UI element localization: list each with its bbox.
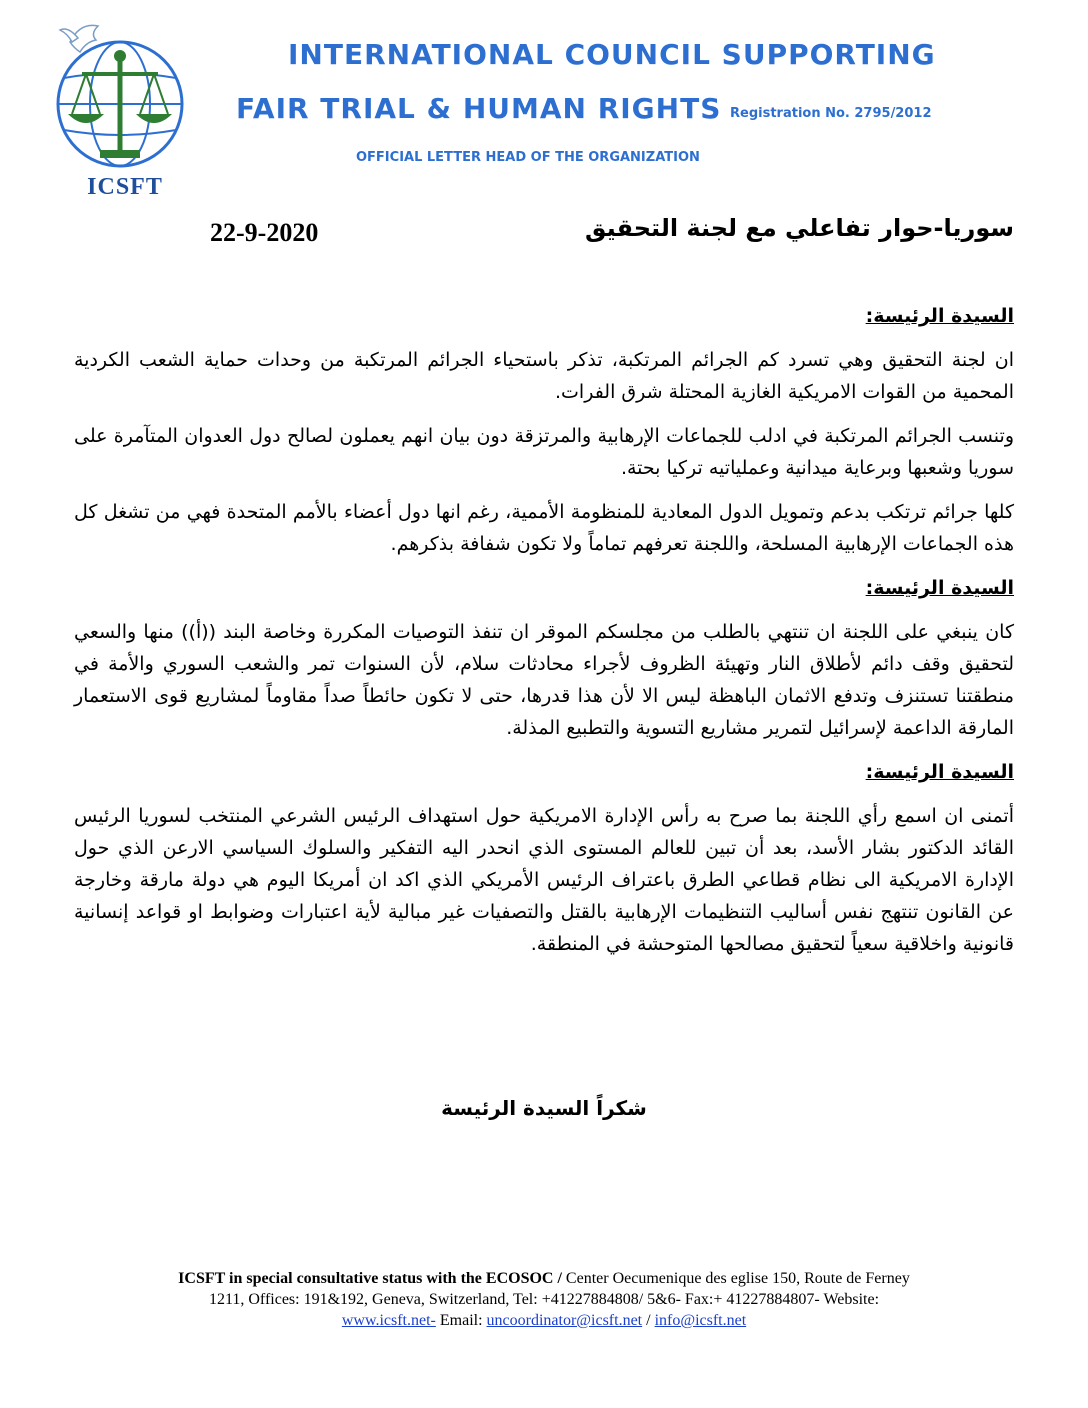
email-separator: / (642, 1312, 655, 1329)
footer (40, 1268, 1048, 1331)
salutation: السيدة الرئيسة: (865, 305, 1014, 327)
paragraph: كان ينبغي على اللجنة ان تنتهي بالطلب من مجلسكم الموقر ان تنفذ التوصيات المكررة وخاصة البند ((أ)) منها والسعي لتحقيق وقف دائم لأطلاق النار وتهيئة الظروف لأجراء محادثات سلام، لأن السنوات تمر والشعب السوري والأمة في منطقتنا تستنزف وتدفع الاثمان الباهظة ليس الا لأن هذا قدرها، حتى لا تكون حائطاً صداً مقاوماً لمشاريع قوى الاستعمار المارقة الداعمة لإسرائيل لتمرير مشاريع التسوية والتطبيع المذلة. (74, 621, 1014, 739)
registration-number: Registration No. 2795/2012 (730, 106, 932, 121)
salutation: السيدة الرئيسة: (865, 577, 1014, 599)
globe-scales-dove-icon (50, 12, 200, 172)
official-letterhead-caption: OFFICIAL LETTER HEAD OF THE ORGANIZATION (356, 150, 700, 165)
footer-line3 (40, 1310, 1048, 1331)
email-label: Email: (435, 1312, 487, 1329)
paragraph: كلها جرائم ترتكب بدعم وتمويل الدول المعادية للمنظومة الأممية، رغم انها دول أعضاء بالأمم المتحدة فهي من تشغل كل هذه الجماعات الإرهابية المسلحة، واللجنة تعرفهم تماماً ولا تكون شفافة بذكرهم. (74, 501, 1014, 555)
footer-address-part2: 1211, Offices: 191&192, Geneva, Switzerland, Tel: +41227884808/ 5&6- Fax:+ 41227884807- Website: (208, 1291, 880, 1308)
document-title: سوريا-حوار تفاعلي مع لجنة التحقيق (585, 214, 1014, 242)
footer-address-part1: Center Oecumenique des eglise 150, Route de Ferney (561, 1270, 910, 1287)
email-link-info[interactable]: info@icsft.net (654, 1312, 747, 1329)
organization-name-line2: FAIR TRIAL & HUMAN RIGHTS (236, 92, 722, 125)
email-link-coordinator[interactable]: uncoordinator@icsft.net (486, 1312, 643, 1329)
organization-logo (50, 12, 200, 212)
paragraph: وتنسب الجرائم المرتكبة في ادلب للجماعات الإرهابية والمرتزقة دون بيان انهم يعملون لصالح دول العدوان المتآمرة على سوريا وشعبها وبرعاية ميدانية وعملياتيه تركيا بحتة. (74, 425, 1014, 479)
closing-line: شكراً السيدة الرئيسة (441, 1096, 647, 1120)
website-link[interactable]: www.icsft.net- (341, 1312, 436, 1329)
logo-acronym: ICSFT (87, 174, 163, 200)
footer-ecosoc-status: ICSFT in special consultative status with the ECOSOC / (178, 1270, 562, 1287)
paragraph: ان لجنة التحقيق وهي تسرد كم الجرائم المرتكبة، تذكر باستحياء الجرائم المرتكبة من وحدات حماية الشعب الكردية المحمية من القوات الامريكية الغازية المحتلة شرق الفرات. (74, 349, 1014, 403)
organization-name-line1: INTERNATIONAL COUNCIL SUPPORTING (288, 38, 936, 71)
salutation: السيدة الرئيسة: (865, 761, 1014, 783)
letter-body (74, 300, 1014, 972)
footer-line1 (40, 1268, 1048, 1289)
paragraph: أتمنى ان اسمع رأي اللجنة بما صرح به رأس الإدارة الامريكية حول استهداف الرئيس الشرعي المنتخب لسوريا الرئيس القائد الدكتور بشار الأسد، بعد أن تبين للعالم المستوى الذي انحدر اليه التفكير والسلوك السياسي الارعن الذي حول الإدارة الامريكية الى نظام قطاعي الطرق باعتراف الرئيس الأمريكي الذي اكد ان أمريكا اليوم هي دولة مارقة وخارجة عن القانون تنتهج نفس أساليب التنظيمات الإرهابية بالقتل والتصفيات غير مبالية لأية اعتبارات وضوابط او قواعد إنسانية قانونية واخلاقية سعياً لتحقيق مصالحها المتوحشة في المنطقة. (74, 805, 1014, 955)
document-date: 22-9-2020 (210, 218, 319, 247)
